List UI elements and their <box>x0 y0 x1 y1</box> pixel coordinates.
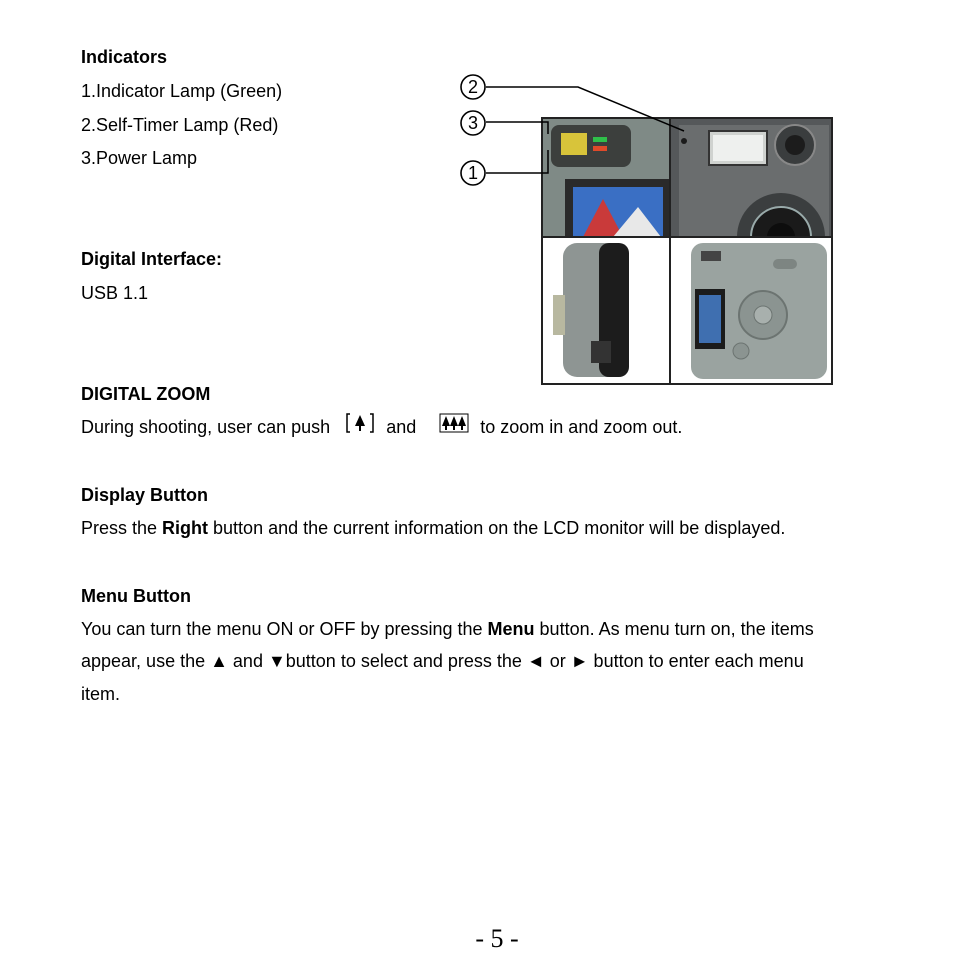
callout-2: 2 <box>467 77 478 97</box>
zoom-paragraph <box>81 411 682 445</box>
zoom-in-tele-icon <box>345 412 375 445</box>
display-text-post: button and the current information on the LCD monitor will be displayed. <box>208 518 786 538</box>
callout-3: 3 <box>467 113 478 133</box>
zoom-text-c: to zoom in and zoom out. <box>480 417 683 437</box>
callout-leaders <box>450 70 690 190</box>
menu-text-post: button. As menu turn on, the items <box>534 619 814 639</box>
display-heading: Display Button <box>81 485 209 505</box>
display-text-pre: Press the <box>81 518 163 538</box>
indicator-item-1: 1.Indicator Lamp (Green) <box>81 81 283 101</box>
display-paragraph <box>81 512 785 545</box>
menu-line-3: item. <box>81 684 121 704</box>
indicators-heading: Indicators <box>81 47 168 67</box>
zoom-out-wide-icon <box>439 412 469 445</box>
interface-value: USB 1.1 <box>81 283 149 303</box>
page-number: - 5 - <box>475 924 519 953</box>
display-text-bold: Right <box>162 518 209 538</box>
zoom-heading: DIGITAL ZOOM <box>81 384 211 404</box>
interface-heading: Digital Interface: <box>81 249 223 269</box>
callout-1: 1 <box>467 163 478 183</box>
zoom-text-a: During shooting, user can push <box>81 417 331 437</box>
menu-heading: Menu Button <box>81 586 191 606</box>
indicator-item-2: 2.Self-Timer Lamp (Red) <box>81 115 279 135</box>
indicator-item-3: 3.Power Lamp <box>81 148 198 168</box>
menu-text-bold: Menu <box>487 619 535 639</box>
menu-line-1 <box>81 613 814 646</box>
zoom-text-b: and <box>386 417 417 437</box>
menu-line-2: appear, use the ▲ and ▼button to select and press the ◄ or ► button to enter each menu <box>81 651 804 671</box>
menu-text-pre: You can turn the menu ON or OFF by pressing the <box>81 619 488 639</box>
